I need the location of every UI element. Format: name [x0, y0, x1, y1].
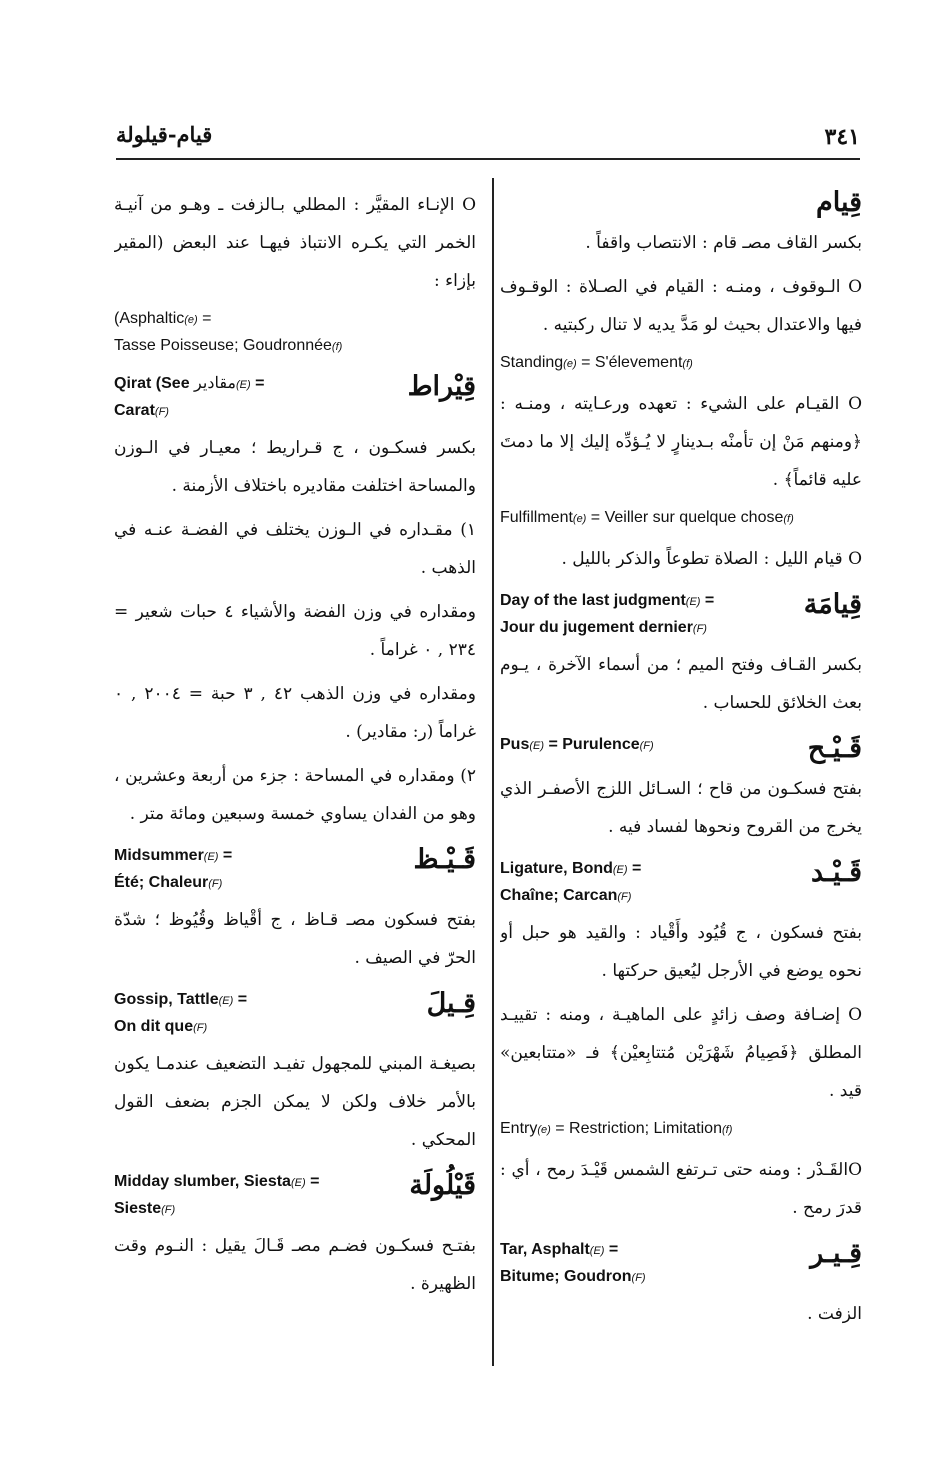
definition-text: الزفت . [807, 1304, 862, 1324]
page-header [116, 118, 860, 160]
definition-text: بكسر القاف مصـ قام : الانتصاب واقفاً . [585, 233, 862, 253]
translation-line: Qirat (See مقادير(E) = [114, 373, 265, 392]
translation-line: Standing(e) = S'élevement(f) [500, 354, 693, 371]
definition-text: O إضـافة وصف زائدٍ على الماهيـة ، ومنه : تقييـد المطلق ﴿فَصِيامُ شَهْرَيْن مُتتابِعيْن﴾ فـ «متتابعين» قيد . [500, 1005, 862, 1101]
entry-head [500, 732, 862, 766]
definition-text: بفتح فسكـون من قاح ؛ السـائل اللزج الأصفـر الذي يخرج من القروح ونحوها لفساد فيه . [500, 779, 862, 837]
entry-head [500, 856, 862, 910]
definition-text: O الإنـاء المقيَّر : المطلي بـالزفت ـ وهـو من آنيـة الخمر التي يكـره الانتباذ فيهـا عند البعض (المقير بإزاء : [114, 195, 476, 291]
translation-line: Été; Chaleur(F) [114, 874, 223, 891]
entry-qila [114, 987, 476, 1159]
entry-head [114, 987, 476, 1041]
entry-head [500, 1237, 862, 1291]
translation-line: Tasse Poisseuse; Goudronnée(f) [114, 337, 343, 354]
entry-qiyam [500, 186, 862, 578]
translation-line: (Asphaltic(e) = [114, 310, 212, 327]
definition-text: بصيغـة المبني للمجهول تفيـد التضعيف عندمـا يكون بالأمر خلاف ولكن لا يمكن الجزم بضعف القول المحكي . [114, 1054, 476, 1150]
headword: قِيْراط [407, 371, 476, 402]
headword: قَـيْـد [810, 857, 862, 888]
headword: قِيامَة [803, 589, 862, 620]
entry-head [114, 370, 476, 425]
entry-qir [500, 1237, 862, 1333]
translation-line: Day of the last judgment(E) = [500, 592, 715, 609]
translation-line: On dit que(F) [114, 1018, 208, 1035]
definition-text: ٢) ومقداره في المساحة : جزء من أربعة وعشرين ، وهو من الفدان يساوي خمسة وسبعين ومائة متر . [114, 766, 476, 824]
translation-line: Carat(F) [114, 402, 169, 419]
column-divider [492, 178, 494, 1366]
headword: قِـيلَ [426, 988, 476, 1019]
translation-line: Bitume; Goudron(F) [500, 1268, 646, 1285]
definition-text: ومقداره في وزن الفضة والأشياء ٤ حبات شعير = ٢٣٤ , ٠ غراماً . [114, 602, 476, 660]
translation-line: Chaîne; Carcan(F) [500, 887, 632, 904]
entry-muqayyar [114, 186, 476, 360]
headword: قَـيْـظ [413, 844, 476, 875]
definition-text: Oالقَـدْر : ومنه حتى تـرتفع الشمس قَيْـدَ رمح ، أي : قدرَ رمح . [500, 1160, 862, 1218]
definition-text: بفتـح فسكـون فضـم مصـ قَـالَ يقيل : النـوم وقت الظهيرة . [114, 1236, 476, 1294]
definition-text: بكسر فسكـون ، ج قـراريط ؛ معيـار في الـوزن والمساحة اختلفت مقاديره باختلاف الأزمنة . [114, 438, 476, 496]
entry-qiyama [500, 588, 862, 722]
translation-line: Midday slumber, Siesta(E) = [114, 1173, 320, 1190]
headword: قِـيـر [810, 1238, 862, 1269]
entry-qirat [114, 370, 476, 833]
definition-text: بفتح فسكون مصـ قـاظ ، ج أقْياظ وقُيُوظ ؛ شدّة الحرّ في الصيف . [114, 910, 476, 968]
headword: قِيام [816, 187, 862, 218]
headword: قَيْلُولَة [409, 1170, 476, 1201]
translation-line: Ligature, Bond(E) = [500, 860, 642, 877]
page-number: ٣٤١ [824, 124, 860, 150]
entry-head [500, 588, 862, 642]
right-column [500, 186, 862, 1436]
definition-text: O قيام الليل : الصلاة تطوعاً والذكر بالليل . [561, 549, 862, 569]
definition-text: O الـوقوف ، ومنـه : القيام في الصـلاة : الوقـوف فيها والاعتدال بحيث لو مَدَّ يديه لا تنال ركبتيه . [500, 277, 862, 335]
translation-line: Fulfillment(e) = Veiller sur quelque chose(f) [500, 509, 794, 526]
headword: قَـيْـح [807, 733, 862, 764]
translation-line: Pus(E) = Purulence(F) [500, 736, 654, 753]
entry-qayz [114, 843, 476, 977]
definition-text: بكسر القـاف وفتح الميم ؛ من أسماء الآخرة ، يـوم بعث الخلائق للحساب . [500, 655, 862, 713]
entry-head [114, 1169, 476, 1223]
left-column [114, 186, 476, 1436]
definition-text: ومقداره في وزن الذهب ٤٢ , ٣ حبة = ٢٠٠٤ , ٠ غراماً (ر: مقادير) . [114, 684, 476, 742]
entry-head [114, 843, 476, 897]
definition-text: بفتح فسكون ، ج قُيُود وأَقْياد : والقيد هو حبل أو نحوه يوضع في الأرجل ليُعيق حركتها . [500, 923, 862, 981]
entry-qaylula [114, 1169, 476, 1303]
translation-line: Entry(e) = Restriction; Limitation(f) [500, 1120, 733, 1137]
definition-text: ١) مقـداره في الـوزن يختلف في الفضـة عنـه في الذهب . [114, 520, 476, 578]
translation-line: Sieste(F) [114, 1200, 176, 1217]
entry-qayd [500, 856, 862, 1227]
translation-line: Jour du jugement dernier(F) [500, 619, 707, 636]
translation-line: Gossip, Tattle(E) = [114, 991, 248, 1008]
entry-qayh [500, 732, 862, 846]
entry-head [500, 186, 862, 220]
translation-line: Tar, Asphalt(E) = [500, 1241, 619, 1258]
running-title: قيام-قيلولة [116, 122, 213, 147]
definition-text: O القيـام على الشيء : تعهده ورعـايته ، ومنـه : ﴿ومنهم مَنْ إن تأمنْه بـدينارٍ لا يُـؤدِّه إليك إلا ما دمتَ عليه قائماً﴾ . [500, 394, 862, 490]
translation-line: Midsummer(E) = [114, 847, 233, 864]
